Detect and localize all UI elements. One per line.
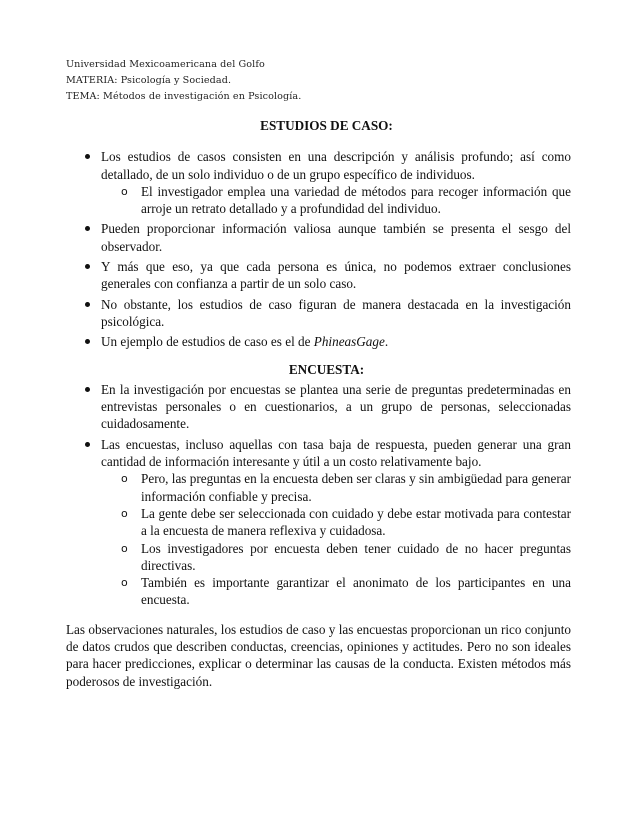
list-item-text: Y más que eso, ya que cada persona es única, no podemos extraer conclusiones generales con confianza a partir de un solo caso. (101, 259, 571, 292)
bullet-icon (85, 264, 90, 269)
bullet-icon (85, 339, 90, 344)
document-header (66, 57, 301, 105)
survey-list (66, 381, 571, 609)
section-title-survey: ENCUESTA: (288, 361, 365, 377)
list-item (66, 381, 571, 433)
sub-list (101, 470, 571, 608)
circle-bullet-icon: o (121, 506, 128, 520)
document-body (66, 117, 571, 703)
list-item-text: Los estudios de casos consisten en una descripción y análisis profundo; así como detallado, de un solo individuo o de un grupo específico de individuos. (101, 149, 571, 182)
sub-list (101, 183, 571, 218)
sub-list-item-text: También es importante garantizar el anonimato de los participantes en una encuesta. (141, 575, 571, 608)
section-title-case-studies: ESTUDIOS DE CASO: (260, 118, 393, 133)
bullet-icon (85, 387, 90, 392)
list-item-text-prefix: Un ejemplo de estudios de caso es el de (101, 334, 314, 350)
list-item-text: Pueden proporcionar información valiosa aunque también se presenta el sesgo del observador. (101, 221, 571, 254)
list-item (66, 148, 571, 217)
list-item (66, 296, 571, 331)
list-item (66, 333, 571, 350)
sub-list-item (101, 470, 571, 505)
bullet-icon (85, 226, 90, 231)
circle-bullet-icon: o (121, 184, 128, 198)
sub-list-item (101, 505, 571, 540)
bullet-icon (85, 154, 90, 159)
sub-list-item-text: Pero, las preguntas en la encuesta deben ser claras y sin ambigüedad para generar información confiable y precisa. (141, 471, 571, 504)
list-item (66, 258, 571, 293)
sub-list-item (101, 183, 571, 218)
subject-line: MATERIA: Psicología y Sociedad. (66, 75, 232, 86)
list-item-text: No obstante, los estudios de caso figuran de manera destacada en la investigación psicológica. (101, 296, 571, 329)
list-item (66, 436, 571, 609)
sub-list-item-text: La gente debe ser seleccionada con cuidado y debe estar motivada para contestar a la encuesta de manera reflexiva y cuidadosa. (141, 505, 571, 539)
bullet-icon (85, 442, 90, 447)
circle-bullet-icon: o (121, 472, 128, 486)
list-item-text: Las encuestas, incluso aquellas con tasa baja de respuesta, pueden generar una gran cantidad de información interesante y útil a un costo relativamente bajo. (101, 436, 571, 470)
phineas-gage-name: PhineasGage (313, 334, 385, 350)
sub-list-item-text: Los investigadores por encuesta deben tener cuidado de no hacer preguntas directivas. (141, 540, 571, 573)
university-name: Universidad Mexicoamericana del Golfo (66, 59, 265, 70)
circle-bullet-icon: o (121, 576, 128, 590)
case-studies-list (66, 148, 571, 350)
list-item (66, 220, 571, 255)
list-item-text-suffix: . (384, 334, 389, 350)
sub-list-item (101, 574, 571, 609)
conclusion-paragraph: Las observaciones naturales, los estudios de caso y las encuestas proporcionan un rico conjunto de datos crudos que describen conductas, creencias, opiniones y actitudes. Pero no son ideales para hacer predicciones, explicar o determinar las causas de la conducta. Existen métodos más poderosos de investigación. (66, 621, 571, 689)
topic-line: TEMA: Métodos de investigación en Psicología. (66, 91, 302, 102)
circle-bullet-icon: o (121, 541, 128, 555)
bullet-icon (85, 302, 90, 307)
sub-list-item (101, 540, 571, 575)
sub-list-item-text: El investigador emplea una variedad de métodos para recoger información que arroje un retrato detallado y a profundidad del individuo. (141, 183, 571, 217)
list-item-text: En la investigación por encuestas se plantea una serie de preguntas predeterminadas en entrevistas personales o en cuestionarios, a un grupo de personas, seleccionadas cuidadosamente. (101, 381, 571, 432)
